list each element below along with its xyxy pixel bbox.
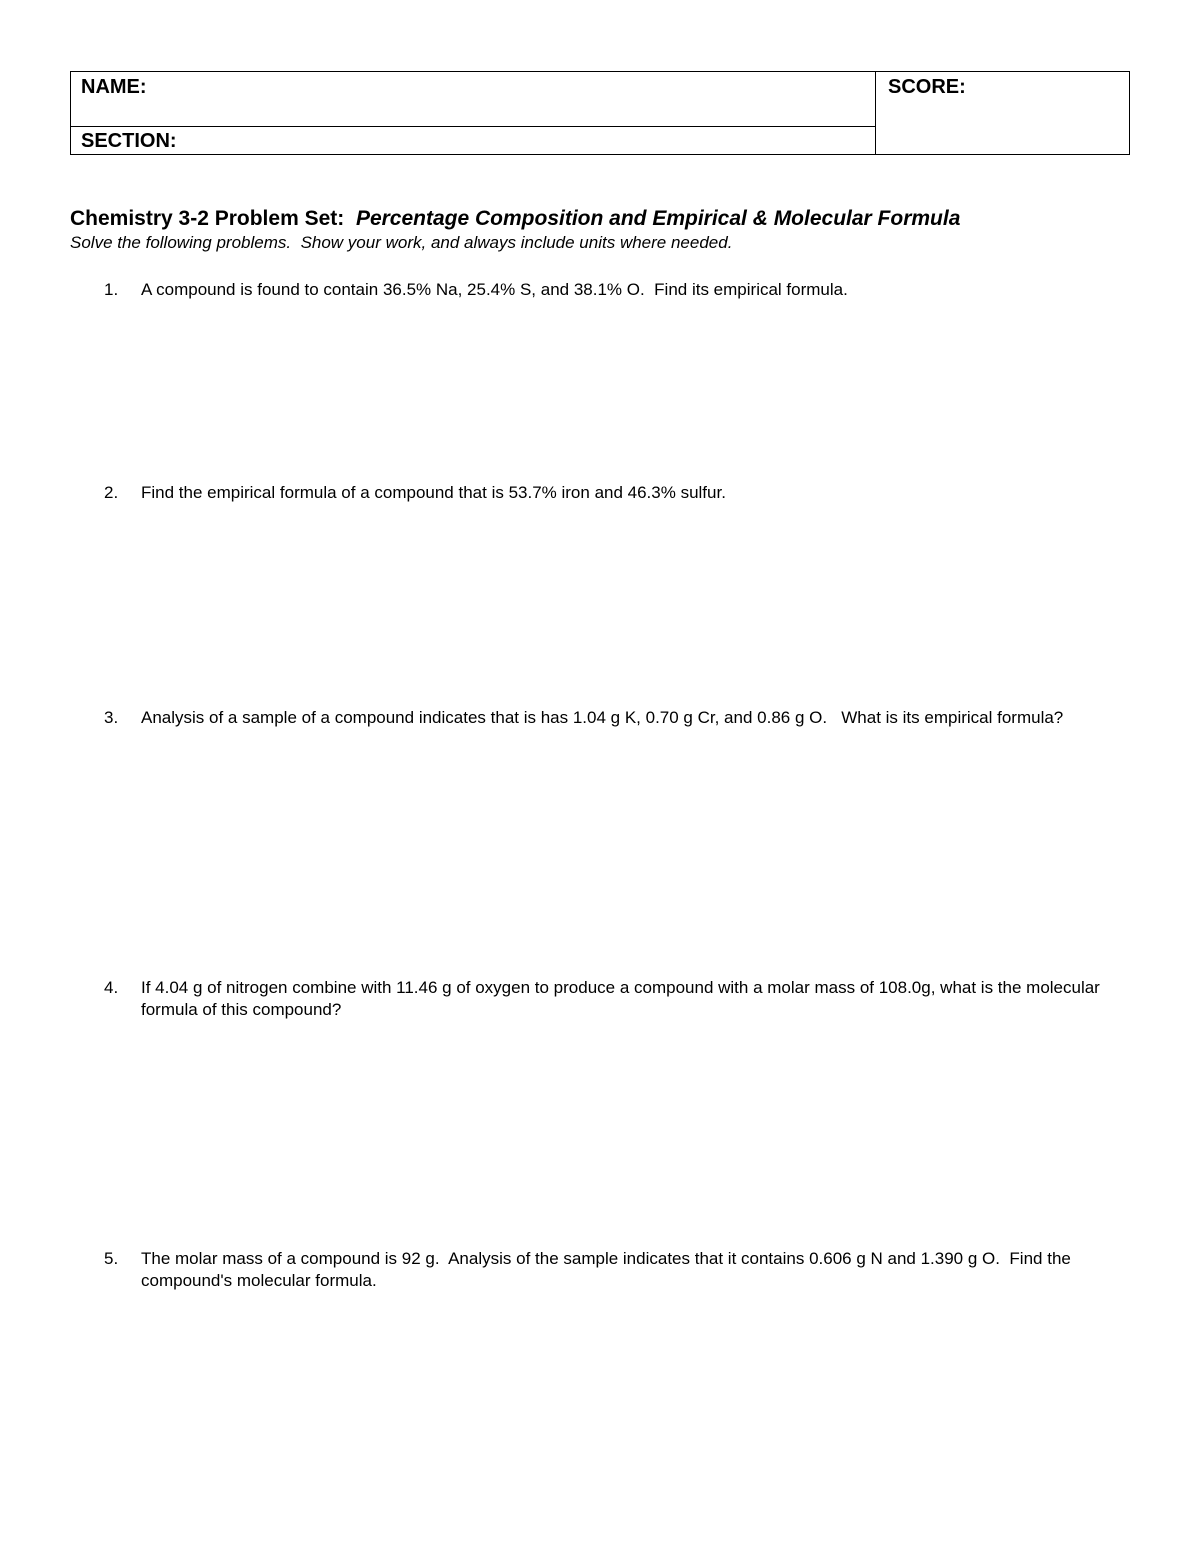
instructions: Solve the following problems. Show your work, and always include units where needed. bbox=[70, 233, 733, 252]
problem-text: Find the empirical formula of a compound that is 53.7% iron and 46.3% sulfur. bbox=[141, 483, 726, 502]
header-table bbox=[70, 71, 1130, 155]
problem-text: The molar mass of a compound is 92 g. Analysis of the sample indicates that it contains 0.606 g N and 1.390 g O. Find the compound's molecular formula. bbox=[141, 1249, 1076, 1290]
problem-text: A compound is found to contain 36.5% Na, 25.4% S, and 38.1% O. Find its empirical formula. bbox=[141, 280, 848, 299]
score-label: SCORE: bbox=[888, 76, 966, 98]
title-topic: Percentage Composition and Empirical & Molecular Formula bbox=[355, 207, 961, 230]
problem-item-3 bbox=[104, 707, 1064, 729]
name-label: NAME: bbox=[81, 76, 147, 98]
score-cell[interactable] bbox=[876, 72, 1129, 154]
name-cell[interactable] bbox=[71, 72, 876, 127]
problem-text: If 4.04 g of nitrogen combine with 11.46 g of oxygen to produce a compound with a molar mass of 108.0g, what is the molecular formula of this compound? bbox=[141, 978, 1105, 1019]
section-label: SECTION: bbox=[81, 130, 177, 152]
problem-item-4 bbox=[104, 977, 1144, 1021]
section-cell[interactable] bbox=[71, 127, 876, 154]
problem-item-2 bbox=[104, 482, 1134, 504]
problem-number: 3. bbox=[104, 708, 119, 727]
page-title bbox=[70, 206, 960, 232]
title-prefix: Chemistry 3-2 Problem Set: bbox=[70, 207, 345, 230]
problem-number: 4. bbox=[104, 978, 119, 997]
problem-text: Analysis of a sample of a compound indicates that is has 1.04 g K, 0.70 g Cr, and 0.86 g O. What is its empirical formula? bbox=[141, 708, 1064, 727]
problem-number: 1. bbox=[104, 280, 119, 299]
problem-number: 5. bbox=[104, 1249, 119, 1268]
problem-number: 2. bbox=[104, 483, 119, 502]
problem-item-5 bbox=[104, 1248, 1129, 1292]
problem-item-1 bbox=[104, 279, 1134, 301]
